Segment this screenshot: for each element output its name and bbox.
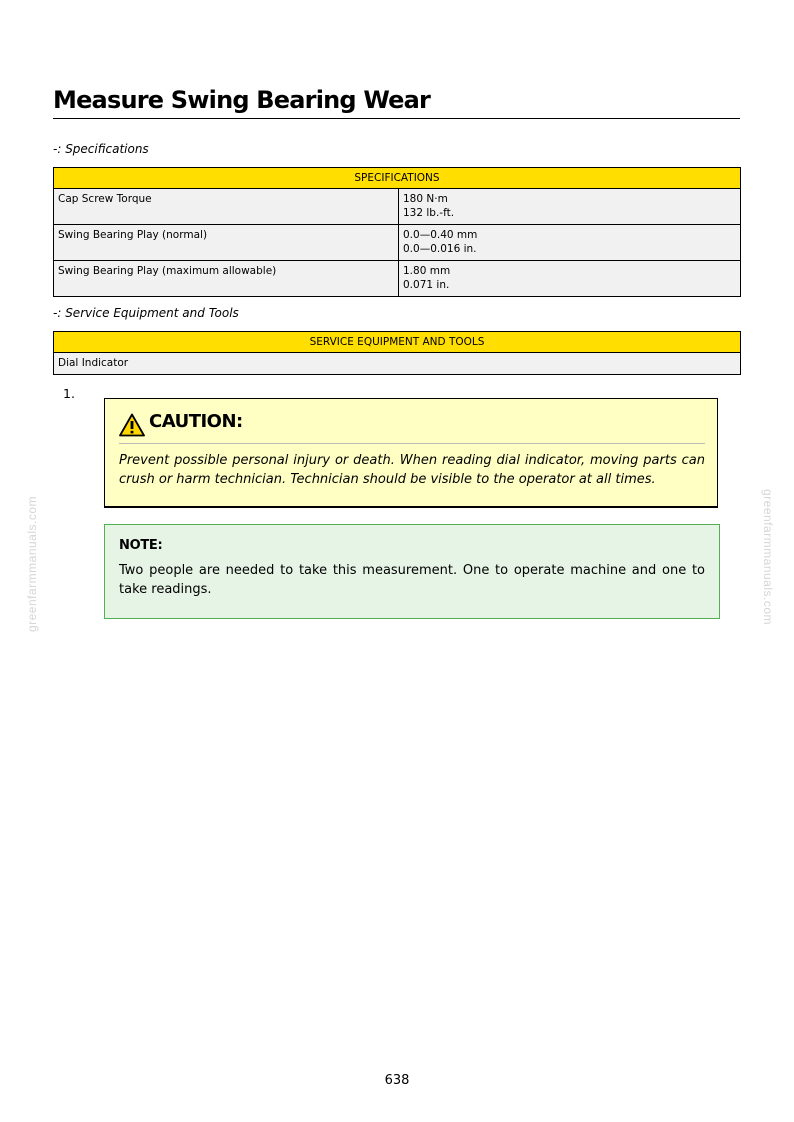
caution-text: Prevent possible personal injury or death. When reading dial indicator, moving parts can crush or harm technician. Technician should be visible to the operator at all times. xyxy=(119,453,705,487)
spec-value-imperial: 0.071 in. xyxy=(403,279,450,291)
specifications-label: -: Specifications xyxy=(53,142,149,156)
table-row xyxy=(54,225,741,261)
step-number: 1. xyxy=(63,386,75,401)
specifications-table-header: SPECIFICATIONS xyxy=(54,168,741,189)
spec-name: Swing Bearing Play (maximum allowable) xyxy=(54,261,399,297)
specifications-table xyxy=(53,167,741,297)
tool-name: Dial Indicator xyxy=(54,353,741,375)
tools-label: -: Service Equipment and Tools xyxy=(53,306,239,320)
spec-value xyxy=(399,261,741,297)
caution-title: CAUTION: xyxy=(149,411,243,432)
watermark-right: greenfarmmanuals.com xyxy=(761,488,776,626)
spec-value xyxy=(399,189,741,225)
spec-value-imperial: 132 lb.-ft. xyxy=(403,207,455,219)
tools-table-header: SERVICE EQUIPMENT AND TOOLS xyxy=(54,332,741,353)
page-number: 638 xyxy=(384,1073,410,1088)
spec-value-imperial: 0.0—0.016 in. xyxy=(403,243,477,255)
caution-header xyxy=(119,411,705,444)
spec-value xyxy=(399,225,741,261)
spec-value-metric: 1.80 mm xyxy=(403,265,451,277)
note-title: NOTE: xyxy=(119,538,163,553)
table-row xyxy=(54,261,741,297)
tools-table xyxy=(53,331,741,375)
spec-value-metric: 0.0—0.40 mm xyxy=(403,229,478,241)
watermark-left: greenfarmmanuals.com xyxy=(25,495,40,633)
table-row xyxy=(54,353,741,375)
page-title: Measure Swing Bearing Wear xyxy=(53,86,740,119)
note-text: Two people are needed to take this measurement. One to operate machine and one to take readings. xyxy=(119,563,705,597)
note-box xyxy=(104,524,720,619)
spec-name: Swing Bearing Play (normal) xyxy=(54,225,399,261)
spec-value-metric: 180 N·m xyxy=(403,193,448,205)
spec-name: Cap Screw Torque xyxy=(54,189,399,225)
caution-box xyxy=(104,398,718,508)
warning-triangle-icon xyxy=(119,413,145,441)
table-row xyxy=(54,189,741,225)
